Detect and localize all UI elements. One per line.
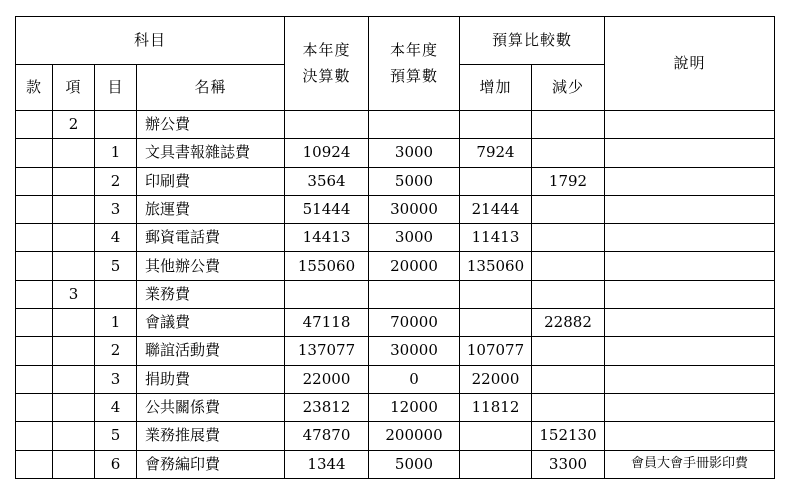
cell-note: [605, 280, 775, 308]
cell-xiang: [53, 139, 95, 167]
cell-note: [605, 422, 775, 450]
cell-actual: [285, 280, 369, 308]
cell-xiang: [53, 337, 95, 365]
cell-budget: 30000: [369, 337, 460, 365]
cell-budget: 0: [369, 365, 460, 393]
increase-header: 增加: [460, 65, 532, 111]
cell-kuan: [16, 309, 53, 337]
cell-xiang: 3: [53, 280, 95, 308]
cell-increase: [460, 111, 532, 139]
cell-decrease: 3300: [532, 450, 605, 478]
cell-xiang: [53, 195, 95, 223]
cell-xiang: [53, 393, 95, 421]
cell-increase: 107077: [460, 337, 532, 365]
cell-name: 其他辦公費: [137, 252, 285, 280]
budget-header-line2: 預算數: [389, 66, 438, 85]
cell-increase: [460, 450, 532, 478]
xiang-header: 項: [53, 65, 95, 111]
mu-header: 目: [95, 65, 137, 111]
cell-actual: 1344: [285, 450, 369, 478]
cell-increase: 135060: [460, 252, 532, 280]
cell-increase: 7924: [460, 139, 532, 167]
cell-mu: 2: [95, 167, 137, 195]
cell-note: [605, 111, 775, 139]
cell-budget: 20000: [369, 252, 460, 280]
subject-header: 科目: [16, 17, 285, 65]
kuan-header: 款: [16, 65, 53, 111]
cell-actual: [285, 111, 369, 139]
cell-xiang: [53, 252, 95, 280]
cell-note: [605, 337, 775, 365]
cell-name: 郵資電話費: [137, 224, 285, 252]
cell-decrease: [532, 393, 605, 421]
cell-decrease: 22882: [532, 309, 605, 337]
cell-xiang: [53, 309, 95, 337]
cell-name: 業務推展費: [137, 422, 285, 450]
cell-decrease: [532, 252, 605, 280]
cell-decrease: [532, 224, 605, 252]
cell-kuan: [16, 252, 53, 280]
table-row: [16, 309, 775, 337]
cell-kuan: [16, 337, 53, 365]
cell-name: 會議費: [137, 309, 285, 337]
cell-kuan: [16, 224, 53, 252]
table-row: [16, 252, 775, 280]
cell-decrease: [532, 111, 605, 139]
cell-note: [605, 309, 775, 337]
cell-actual: 23812: [285, 393, 369, 421]
budget-header-line1: 本年度: [389, 41, 438, 59]
cell-increase: [460, 422, 532, 450]
actual-header-line2: 決算數: [302, 66, 351, 85]
cell-mu: 3: [95, 365, 137, 393]
cell-xiang: 2: [53, 111, 95, 139]
cell-budget: [369, 280, 460, 308]
compare-header: 預算比較數: [460, 17, 605, 65]
cell-note: [605, 393, 775, 421]
cell-xiang: [53, 167, 95, 195]
cell-xiang: [53, 365, 95, 393]
cell-kuan: [16, 280, 53, 308]
table-row: [16, 167, 775, 195]
cell-increase: 11413: [460, 224, 532, 252]
cell-mu: 3: [95, 195, 137, 223]
cell-budget: 5000: [369, 450, 460, 478]
budget-table: [15, 16, 775, 479]
cell-decrease: 1792: [532, 167, 605, 195]
cell-budget: 200000: [369, 422, 460, 450]
notes-header: 說明: [605, 17, 775, 111]
cell-budget: 70000: [369, 309, 460, 337]
cell-note: 會員大會手冊影印費: [605, 450, 775, 478]
cell-name: 旅運費: [137, 195, 285, 223]
cell-budget: 3000: [369, 224, 460, 252]
cell-mu: 1: [95, 309, 137, 337]
cell-mu: [95, 280, 137, 308]
cell-budget: [369, 111, 460, 139]
cell-mu: 4: [95, 393, 137, 421]
table-row: [16, 393, 775, 421]
cell-name: 會務編印費: [137, 450, 285, 478]
cell-decrease: [532, 337, 605, 365]
cell-kuan: [16, 167, 53, 195]
table-row: [16, 422, 775, 450]
table-row: [16, 195, 775, 223]
cell-name: 印刷費: [137, 167, 285, 195]
cell-name: 公共關係費: [137, 393, 285, 421]
cell-note: [605, 365, 775, 393]
cell-decrease: [532, 195, 605, 223]
budget-header: [369, 17, 460, 111]
table-row: [16, 111, 775, 139]
cell-decrease: [532, 139, 605, 167]
cell-note: [605, 167, 775, 195]
cell-budget: 5000: [369, 167, 460, 195]
cell-actual: 47118: [285, 309, 369, 337]
cell-actual: 47870: [285, 422, 369, 450]
cell-xiang: [53, 450, 95, 478]
cell-decrease: [532, 280, 605, 308]
cell-decrease: 152130: [532, 422, 605, 450]
cell-budget: 12000: [369, 393, 460, 421]
cell-mu: 1: [95, 139, 137, 167]
cell-mu: 4: [95, 224, 137, 252]
cell-kuan: [16, 450, 53, 478]
cell-increase: 21444: [460, 195, 532, 223]
decrease-header: 減少: [532, 65, 605, 111]
cell-mu: 2: [95, 337, 137, 365]
table-row: [16, 450, 775, 478]
cell-kuan: [16, 365, 53, 393]
actual-header: [285, 17, 369, 111]
cell-increase: 11812: [460, 393, 532, 421]
cell-budget: 30000: [369, 195, 460, 223]
cell-xiang: [53, 224, 95, 252]
actual-header-line1: 本年度: [302, 41, 351, 59]
table-row: [16, 139, 775, 167]
budget-table-wrapper: [15, 16, 775, 479]
cell-note: [605, 139, 775, 167]
cell-actual: 14413: [285, 224, 369, 252]
cell-kuan: [16, 393, 53, 421]
cell-increase: [460, 280, 532, 308]
cell-actual: 10924: [285, 139, 369, 167]
cell-actual: 155060: [285, 252, 369, 280]
cell-name: 聯誼活動費: [137, 337, 285, 365]
cell-increase: 22000: [460, 365, 532, 393]
table-body: [16, 111, 775, 479]
cell-kuan: [16, 422, 53, 450]
cell-kuan: [16, 195, 53, 223]
cell-mu: 5: [95, 252, 137, 280]
cell-name: 文具書報雜誌費: [137, 139, 285, 167]
cell-note: [605, 252, 775, 280]
cell-actual: 51444: [285, 195, 369, 223]
cell-name: 辦公費: [137, 111, 285, 139]
table-row: [16, 280, 775, 308]
cell-decrease: [532, 365, 605, 393]
cell-increase: [460, 309, 532, 337]
cell-actual: 3564: [285, 167, 369, 195]
cell-mu: 6: [95, 450, 137, 478]
cell-name: 業務費: [137, 280, 285, 308]
cell-mu: [95, 111, 137, 139]
cell-name: 捐助費: [137, 365, 285, 393]
table-header: [16, 17, 775, 111]
cell-increase: [460, 167, 532, 195]
table-row: [16, 365, 775, 393]
cell-xiang: [53, 422, 95, 450]
cell-actual: 22000: [285, 365, 369, 393]
cell-actual: 137077: [285, 337, 369, 365]
cell-budget: 3000: [369, 139, 460, 167]
name-header: 名稱: [137, 65, 285, 111]
table-row: [16, 337, 775, 365]
cell-kuan: [16, 139, 53, 167]
cell-kuan: [16, 111, 53, 139]
cell-note: [605, 195, 775, 223]
cell-mu: 5: [95, 422, 137, 450]
table-row: [16, 224, 775, 252]
cell-note: [605, 224, 775, 252]
